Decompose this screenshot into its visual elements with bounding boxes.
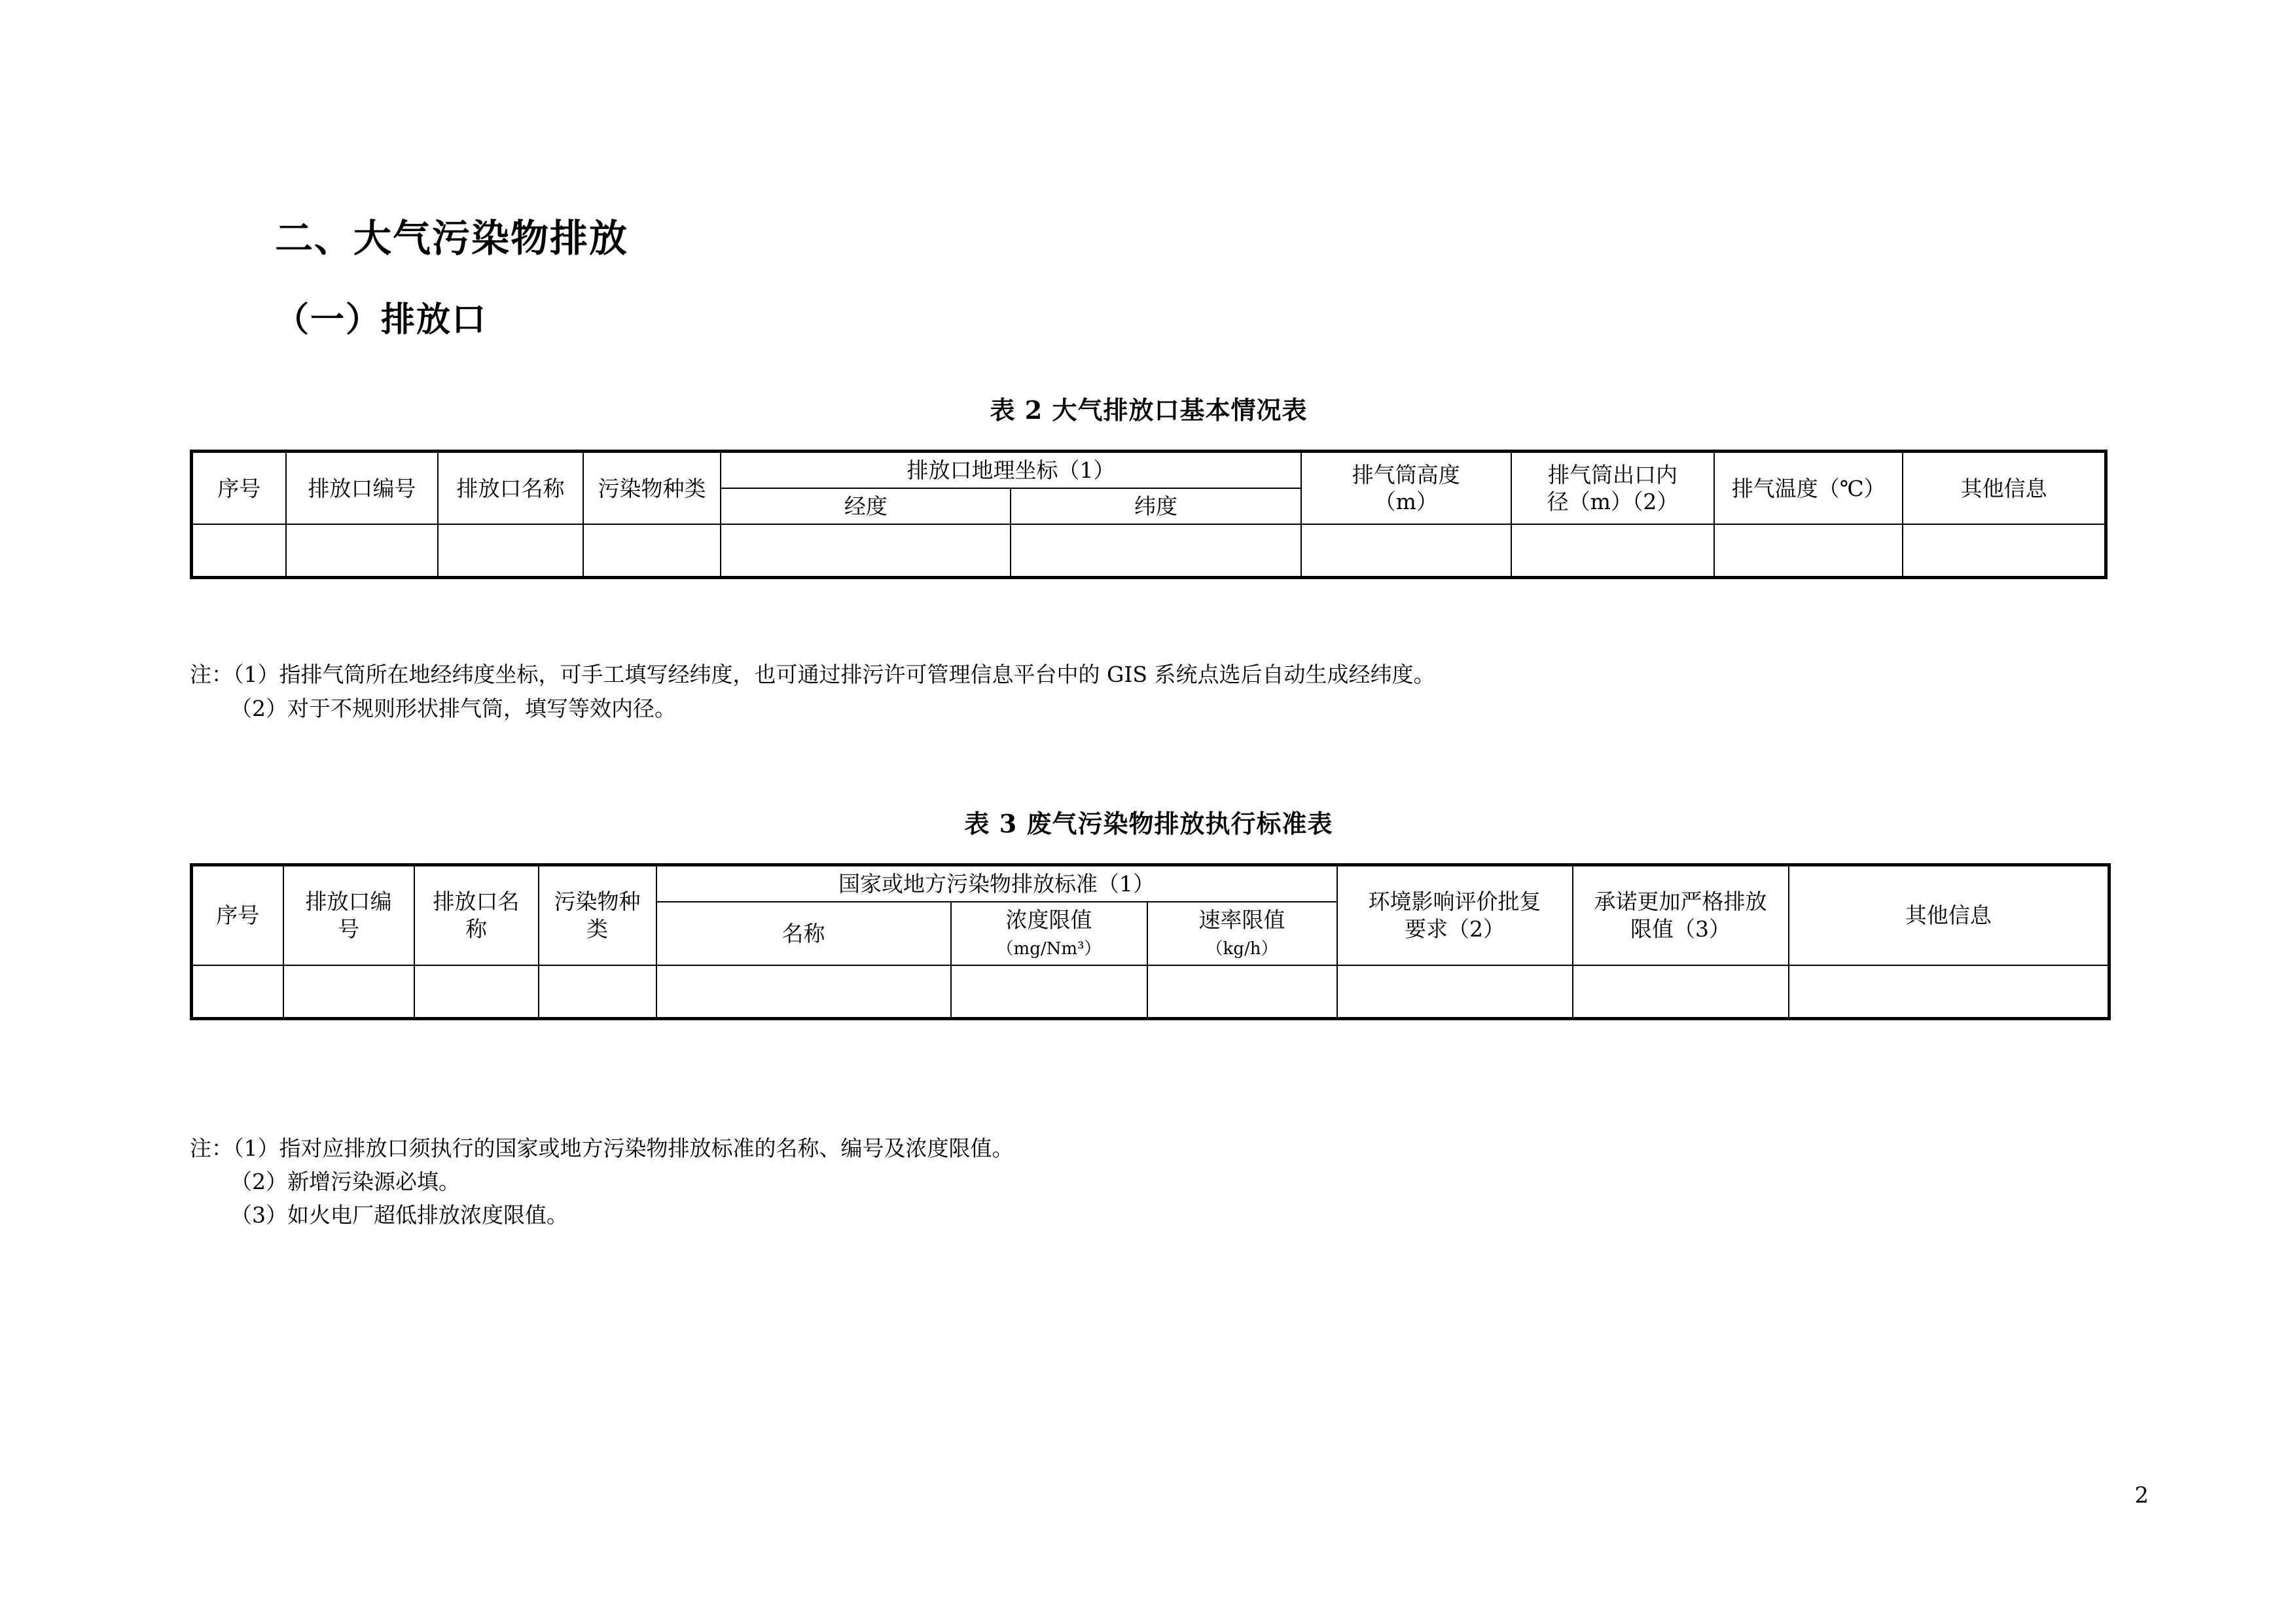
cell-other-info	[1789, 965, 2109, 1019]
cell-stack-height	[1301, 524, 1511, 578]
note-line: 注：（1）指排气筒所在地经纬度坐标，可手工填写经纬度，也可通过排污许可管理信息平台中的 GIS 系统点选后自动生成经纬度。	[190, 662, 1435, 688]
table-waste-gas-standard	[190, 863, 2111, 1020]
th-rate-limit-line1: 速率限值	[1198, 907, 1285, 933]
th-stack-diameter	[1511, 451, 1714, 524]
note-line: （2）新增污染源必填。	[230, 1168, 460, 1194]
cell-longitude	[721, 524, 1011, 578]
note-line: （2）对于不规则形状排气筒，填写等效内径。	[230, 695, 676, 721]
th-eia-requirement	[1337, 865, 1573, 965]
th-outlet-name: 排放口名称	[438, 451, 583, 524]
cell-outlet-code	[283, 965, 414, 1019]
th-concentration-limit-unit: （mg/Nm³）	[996, 939, 1102, 959]
table-row	[192, 524, 2106, 578]
page-content	[190, 216, 2108, 1232]
cell-outlet-name	[438, 524, 583, 578]
th-stack-height	[1301, 451, 1511, 524]
table3-caption: 表 3 废气污染物排放执行标准表	[964, 808, 1333, 838]
th-outlet-code: 排放口编号	[286, 451, 439, 524]
cell-other-info	[1903, 524, 2106, 578]
cell-stricter-limit	[1573, 965, 1789, 1019]
th-other-info: 其他信息	[1789, 865, 2109, 965]
subsection-title: （一）排放口	[275, 299, 488, 340]
th-standard-name: 名称	[656, 902, 951, 965]
cell-rate-limit	[1147, 965, 1337, 1019]
th-pollutant-type	[539, 865, 656, 965]
table-air-outlet-basic	[190, 450, 2108, 580]
th-outlet-code-line1: 排放口编	[305, 889, 392, 915]
th-eia-requirement-line2: 要求（2）	[1405, 916, 1505, 942]
cell-concentration-limit	[951, 965, 1147, 1019]
cell-exhaust-temp	[1714, 524, 1903, 578]
th-pollutant-type-line1: 污染物种	[554, 889, 641, 915]
th-stack-height-line1: 排气筒高度	[1352, 461, 1460, 488]
th-rate-limit	[1147, 902, 1337, 965]
note-line: （3）如火电厂超低排放浓度限值。	[230, 1202, 568, 1228]
th-outlet-name	[414, 865, 539, 965]
cell-latitude	[1011, 524, 1300, 578]
cell-seq	[192, 524, 286, 578]
cell-eia-requirement	[1337, 965, 1573, 1019]
note-line: 注：（1）指对应排放口须执行的国家或地方污染物排放标准的名称、编号及浓度限值。	[190, 1135, 1014, 1161]
cell-stack-diameter	[1511, 524, 1714, 578]
table2-caption: 表 2 大气排放口基本情况表	[990, 395, 1308, 425]
th-pollutant-type: 污染物种类	[583, 451, 721, 524]
table-header-row	[192, 451, 2106, 488]
th-concentration-limit	[951, 902, 1147, 965]
th-outlet-name-line2: 称	[465, 916, 487, 942]
th-stricter-limit-line2: 限值（3）	[1630, 916, 1731, 942]
cell-pollutant-type	[583, 524, 721, 578]
table-header-row	[192, 865, 2109, 902]
th-other-info: 其他信息	[1903, 451, 2106, 524]
th-stack-diameter-line1: 排气筒出口内	[1548, 461, 1678, 488]
th-stricter-limit-line1: 承诺更加严格排放	[1594, 889, 1767, 915]
th-outlet-code-line2: 号	[338, 916, 359, 942]
table-row	[192, 965, 2109, 1019]
th-standard: 国家或地方污染物排放标准（1）	[656, 865, 1337, 902]
th-rate-limit-unit: （kg/h）	[1206, 939, 1278, 959]
th-stricter-limit	[1573, 865, 1789, 965]
cell-standard-name	[656, 965, 951, 1019]
section-title: 二、大气污染物排放	[275, 216, 629, 260]
th-longitude: 经度	[721, 488, 1011, 524]
th-coordinates: 排放口地理坐标（1）	[721, 451, 1300, 488]
th-eia-requirement-line1: 环境影响评价批复	[1368, 889, 1541, 915]
th-pollutant-type-line2: 类	[586, 916, 608, 942]
cell-outlet-name	[414, 965, 539, 1019]
cell-seq	[192, 965, 283, 1019]
th-outlet-name-line1: 排放口名	[433, 889, 520, 915]
table3-notes	[190, 1132, 2108, 1232]
th-concentration-limit-line1: 浓度限值	[1005, 907, 1092, 933]
th-exhaust-temp: 排气温度（℃）	[1714, 451, 1903, 524]
th-stack-height-line2: （m）	[1374, 489, 1438, 515]
page-number: 2	[2134, 1482, 2149, 1508]
th-outlet-code	[283, 865, 414, 965]
th-stack-diameter-line2: 径（m）（2）	[1547, 489, 1679, 515]
cell-pollutant-type	[539, 965, 656, 1019]
cell-outlet-code	[286, 524, 439, 578]
th-seq: 序号	[192, 865, 283, 965]
th-latitude: 纬度	[1011, 488, 1300, 524]
th-seq: 序号	[192, 451, 286, 524]
table2-notes	[190, 658, 2108, 724]
